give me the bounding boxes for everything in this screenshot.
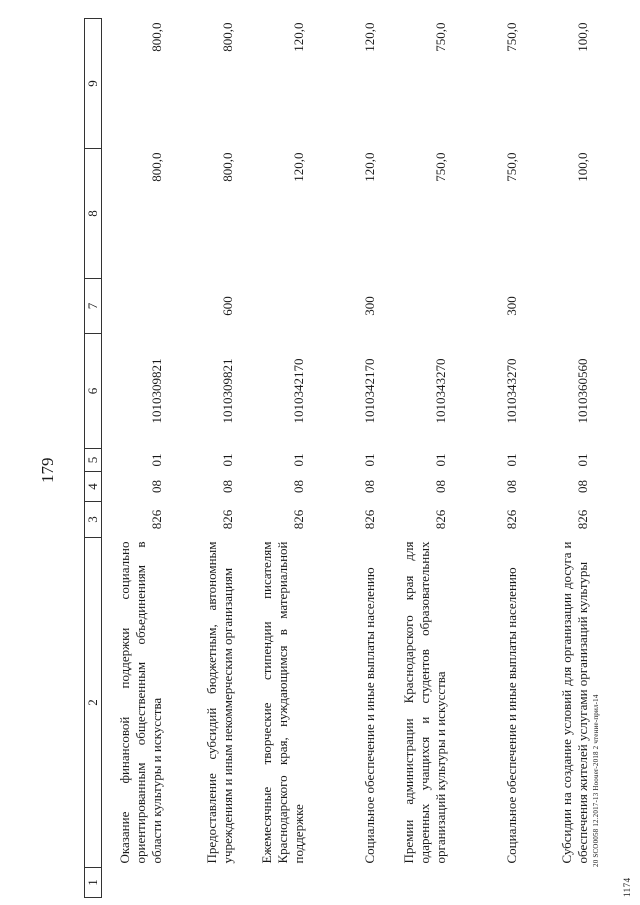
header-cell: 2 xyxy=(85,538,102,868)
cell-c7 xyxy=(528,279,599,334)
cell-c5: 01 xyxy=(220,453,235,467)
cell-c8: 750,0 xyxy=(504,152,519,182)
cell-c9: 120,0 xyxy=(291,22,306,52)
header-cell: 9 xyxy=(85,19,102,149)
cell-c6: 1010309821 xyxy=(149,358,164,424)
cell-c9: 100,0 xyxy=(575,22,590,52)
table-row xyxy=(244,19,315,898)
cell-c8: 800,0 xyxy=(220,152,235,182)
cell-c9: 800,0 xyxy=(220,22,235,52)
cell-c5: 01 xyxy=(433,453,448,467)
cell-c4: 08 xyxy=(504,480,519,493)
table-row xyxy=(173,19,244,898)
row-name: Субсидии на создание условий для организации досуга и обеспечения жителей услугами организаций культуры xyxy=(559,541,590,864)
row-name: Предоставление субсидий бюджетным, автономным учреждениям и иным некоммерческим организациям xyxy=(204,541,235,864)
header-cell: 8 xyxy=(85,149,102,279)
row-name: Ежемесячные творческие стипендии писателям Краснодарского края, нуждающимся в материальной поддержке xyxy=(259,541,306,864)
cell-c3: 826 xyxy=(575,509,590,530)
cell-c4: 08 xyxy=(433,480,448,493)
table-row xyxy=(102,19,174,898)
cell-c4: 08 xyxy=(291,480,306,493)
table-row xyxy=(528,19,599,898)
budget-table xyxy=(84,18,599,898)
cell-c4: 08 xyxy=(149,480,164,493)
cell-c7 xyxy=(244,279,315,334)
cell-c6: 1010343270 xyxy=(433,358,448,424)
cell-c4: 08 xyxy=(220,480,235,493)
cell-c4: 08 xyxy=(575,480,590,493)
document-code: 20 SCO0058 12.2017-13 Hoouer-2018 2 чтение-прил-14 xyxy=(592,694,600,867)
header-cell: 4 xyxy=(85,472,102,502)
table-row xyxy=(386,19,457,898)
cell-c5: 01 xyxy=(575,453,590,467)
cell-c7: 300 xyxy=(504,296,519,316)
table-row xyxy=(315,19,386,898)
cell-c6: 1010343270 xyxy=(504,358,519,424)
header-cell: 1 xyxy=(85,868,102,898)
cell-c8: 800,0 xyxy=(149,152,164,182)
cell-c6: 1010360560 xyxy=(575,358,590,424)
cell-c9: 800,0 xyxy=(149,22,164,52)
cell-c5: 01 xyxy=(149,453,164,467)
cell-c8: 120,0 xyxy=(362,152,377,182)
cell-c3: 826 xyxy=(291,509,306,530)
header-cell: 6 xyxy=(85,334,102,449)
cell-c5: 01 xyxy=(362,453,377,467)
cell-c3: 826 xyxy=(149,509,164,530)
row-name: Премии администрации Краснодарского края для одаренных учащихся и студентов образовательных организаций культуры и искусства xyxy=(401,541,448,864)
cell-c9: 750,0 xyxy=(433,22,448,52)
cell-c4: 08 xyxy=(362,480,377,493)
cell-c3: 826 xyxy=(362,509,377,530)
cell-c6: 1010309821 xyxy=(220,358,235,424)
cell-c3: 826 xyxy=(220,509,235,530)
header-cell: 5 xyxy=(85,449,102,472)
cell-c7 xyxy=(386,279,457,334)
cell-c5: 01 xyxy=(291,453,306,467)
cell-c7: 600 xyxy=(220,296,235,316)
cell-c8: 750,0 xyxy=(433,152,448,182)
cell-c3: 826 xyxy=(504,509,519,530)
row-name: Социальное обеспечение и иные выплаты населению xyxy=(504,567,519,864)
corner-mark: 1174 xyxy=(622,877,632,897)
row-name: Оказание финансовой поддержки социально ориентированным общественным объединениям в области культуры и искусства xyxy=(117,541,164,864)
header-cell: 7 xyxy=(85,279,102,334)
cell-c7: 300 xyxy=(362,296,377,316)
cell-c5: 01 xyxy=(504,453,519,467)
page-number: 179 xyxy=(38,457,57,483)
row-name: Социальное обеспечение и иные выплаты населению xyxy=(362,567,377,864)
cell-c8: 120,0 xyxy=(291,152,306,182)
table-row xyxy=(457,19,528,898)
cell-c9: 750,0 xyxy=(504,22,519,52)
cell-c7 xyxy=(102,279,174,334)
cell-c6: 1010342170 xyxy=(291,358,306,424)
cell-c9: 120,0 xyxy=(362,22,377,52)
cell-c6: 1010342170 xyxy=(362,358,377,424)
cell-c3: 826 xyxy=(433,509,448,530)
header-cell: 3 xyxy=(85,502,102,538)
cell-c8: 100,0 xyxy=(575,152,590,182)
table-header-row xyxy=(85,19,102,898)
